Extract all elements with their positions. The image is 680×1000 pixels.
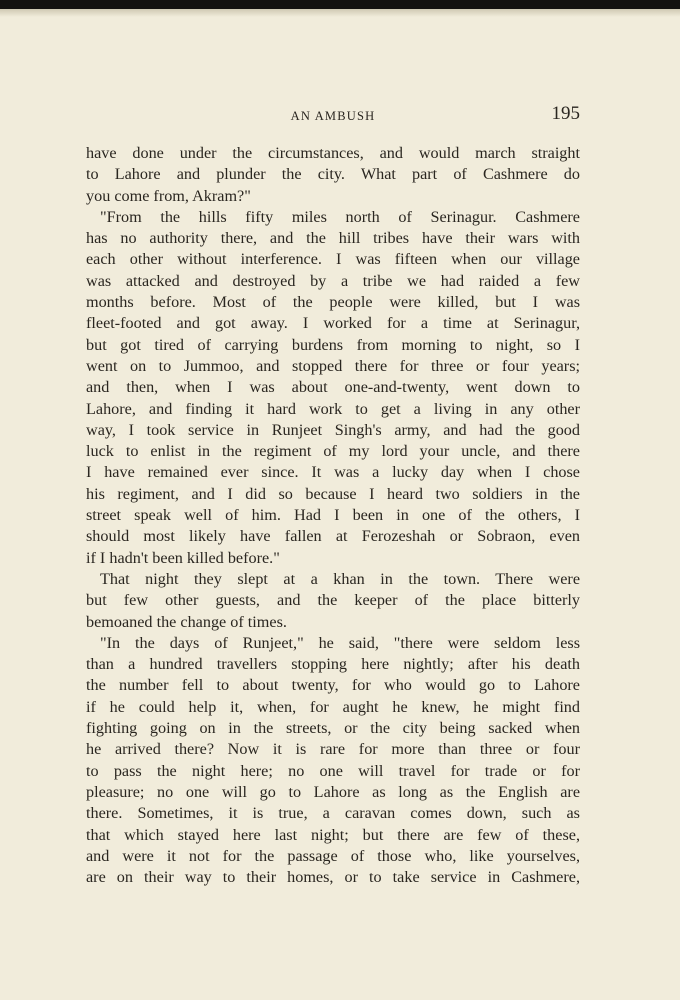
text-line: his regiment, and I did so because I heard two soldiers in the: [86, 484, 580, 503]
text-line: to pass the night here; no one will travel for trade or for: [86, 761, 580, 780]
text-line: but few other guests, and the keeper of the place bitterly: [86, 591, 580, 610]
text-line: way, I took service in Runjeet Singh's army, and had the good: [86, 420, 580, 439]
text-line: if he could help it, when, for aught he knew, he might find: [86, 697, 580, 716]
page-top-edge: [0, 0, 680, 9]
text-line: should most likely have fallen at Ferozeshah or Sobraon, even: [86, 527, 580, 546]
running-title: AN AMBUSH: [290, 109, 376, 123]
text-line: that which stayed here last night; but there are few of these,: [86, 825, 580, 844]
text-line: there. Sometimes, it is true, a caravan comes down, such as: [86, 804, 580, 823]
text-line: "From the hills fifty miles north of Serinagur. Cashmere: [100, 207, 580, 226]
text-line: street speak well of him. Had I been in one of the others, I: [86, 506, 580, 525]
text-line: pleasure; no one will go to Lahore as long as the English are: [86, 782, 580, 801]
text-line: if I hadn't been killed before.": [86, 548, 280, 567]
text-line: That night they slept at a khan in the town. There were: [100, 569, 580, 588]
text-line: than a hundred travellers stopping here nightly; after his death: [86, 655, 580, 674]
body-text: [86, 143, 580, 888]
page-top-shadow: [0, 9, 680, 17]
text-line: "In the days of Runjeet," he said, "there were seldom less: [100, 633, 580, 652]
text-line: and were it not for the passage of those who, like yourselves,: [86, 846, 580, 865]
text-line: went on to Jummoo, and stopped there for three or four years;: [86, 356, 580, 375]
text-line: but got tired of carrying burdens from morning to night, so I: [86, 335, 580, 354]
text-line: luck to enlist in the regiment of my lord your uncle, and there: [86, 442, 580, 461]
text-line: have done under the circumstances, and would march straight: [86, 144, 580, 162]
text-line: he arrived there? Now it is rare for more than three or four: [86, 740, 580, 759]
text-line: you come from, Akram?": [86, 186, 251, 205]
text-line: has no authority there, and the hill tribes have their wars with: [86, 229, 580, 248]
text-line: each other without interference. I was fifteen when our village: [86, 250, 580, 269]
text-line: and then, when I was about one-and-twenty, went down to: [86, 378, 580, 397]
text-line: was attacked and destroyed by a tribe we had raided a few: [86, 271, 580, 290]
text-line: to Lahore and plunder the city. What part of Cashmere do: [86, 165, 580, 184]
running-head: [86, 103, 580, 129]
text-line: bemoaned the change of times.: [86, 612, 287, 631]
text-line: are on their way to their homes, or to take service in Cashmere,: [86, 868, 580, 887]
text-line: I have remained ever since. It was a lucky day when I chose: [86, 463, 580, 482]
text-line: fighting going on in the streets, or the city being sacked when: [86, 719, 580, 738]
text-line: months before. Most of the people were killed, but I was: [86, 293, 580, 312]
page-number: 195: [551, 103, 580, 124]
text-line: fleet-footed and got away. I worked for a time at Serinagur,: [86, 314, 580, 333]
text-line: the number fell to about twenty, for who would go to Lahore: [86, 676, 580, 695]
text-line: Lahore, and finding it hard work to get a living in any other: [86, 399, 580, 418]
